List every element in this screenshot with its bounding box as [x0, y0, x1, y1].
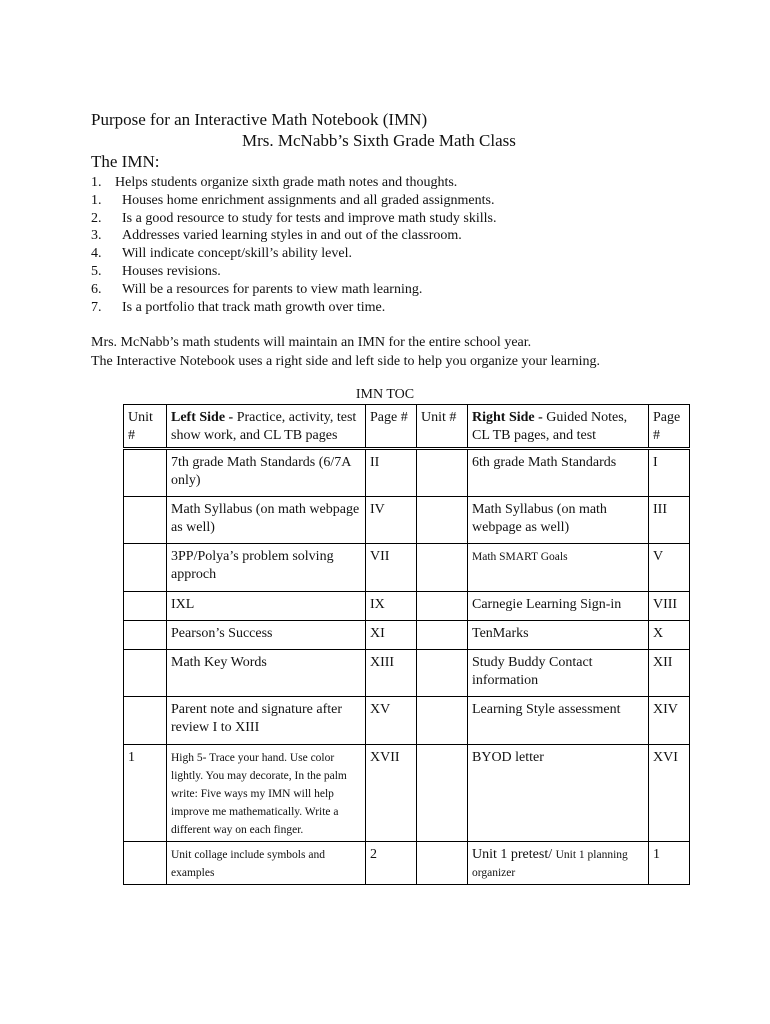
list-text: Addresses varied learning styles in and out of the classroom. — [122, 228, 462, 244]
page-left-cell: XV — [366, 697, 417, 745]
right-entry-small: Unit 1 planning organizer — [472, 849, 628, 879]
paragraph-line-2: The Interactive Notebook uses a right side and left side to help you organize your learning. — [91, 354, 601, 369]
unit-left-cell — [124, 592, 167, 621]
list-text: Houses home enrichment assignments and all graded assignments. — [122, 192, 495, 208]
right-entry-cell — [468, 842, 649, 885]
unit-left-cell — [124, 697, 167, 745]
page-right-cell: XVI — [649, 745, 690, 842]
unit-right-cell — [417, 842, 468, 885]
unit-right-cell — [417, 497, 468, 544]
header-page-left: Page # — [366, 405, 417, 449]
table-row — [124, 544, 690, 592]
list-number: 3. — [91, 228, 102, 244]
toc-title: IMN TOC — [355, 387, 415, 402]
list-item — [91, 263, 496, 281]
left-entry-cell: 7th grade Math Standards (6/7A only) — [167, 449, 366, 497]
list-text: Is a good resource to study for tests and improve math study skills. — [122, 210, 497, 226]
page-right-cell: 1 — [649, 842, 690, 885]
page-right-cell: X — [649, 621, 690, 650]
unit-left-cell — [124, 544, 167, 592]
intro-paragraph — [91, 333, 600, 371]
header-left-side — [167, 405, 366, 449]
left-entry-cell: Unit collage include symbols and examples — [167, 842, 366, 885]
unit-left-cell: 1 — [124, 745, 167, 842]
list-number: 1. — [91, 192, 102, 208]
unit-left-cell — [124, 621, 167, 650]
list-text: Is a portfolio that track math growth over time. — [122, 299, 386, 315]
list-number: 4. — [91, 246, 102, 262]
unit-right-cell — [417, 621, 468, 650]
header-right-rest: Guided Notes, CL TB pages, and test — [472, 410, 628, 443]
list-text: Helps students organize sixth grade math notes and thoughts. — [115, 175, 458, 190]
list-item — [91, 227, 496, 245]
page-left-cell: 2 — [366, 842, 417, 885]
table-header-row — [124, 405, 690, 449]
right-entry-cell: Carnegie Learning Sign-in — [468, 592, 649, 621]
page-right-cell: XIV — [649, 697, 690, 745]
right-entry-cell: Math SMART Goals — [468, 544, 649, 592]
header-left-bold: Left Side - — [171, 410, 237, 425]
left-entry-cell: Math Syllabus (on math webpage as well) — [167, 497, 366, 544]
table-row — [124, 650, 690, 697]
unit-right-cell — [417, 449, 468, 497]
table-row — [124, 497, 690, 544]
header-left-rest: Practice, activity, test show work, and CL TB pages — [171, 410, 357, 443]
header-right-bold: Right Side - — [472, 410, 547, 425]
section-heading: The IMN: — [91, 152, 160, 171]
left-entry-cell: 3PP/Polya’s problem solving approch — [167, 544, 366, 592]
page-right-cell: XII — [649, 650, 690, 697]
unit-left-cell — [124, 842, 167, 885]
class-subtitle: Mrs. McNabb’s Sixth Grade Math Class — [242, 131, 516, 150]
header-right-side — [468, 405, 649, 449]
right-entry-cell: BYOD letter — [468, 745, 649, 842]
page-left-cell: XIII — [366, 650, 417, 697]
right-entry-main: Unit 1 pretest/ — [472, 847, 556, 862]
table-row — [124, 745, 690, 842]
right-entry-cell: Learning Style assessment — [468, 697, 649, 745]
table-row — [124, 842, 690, 885]
page-left-cell: XVII — [366, 745, 417, 842]
list-item — [91, 210, 496, 228]
list-item — [91, 299, 496, 317]
list-item — [91, 245, 496, 263]
page-right-cell: I — [649, 449, 690, 497]
list-number: 1. — [91, 175, 102, 190]
list-number: 7. — [91, 299, 102, 315]
table-row — [124, 449, 690, 497]
list-number: 2. — [91, 210, 102, 226]
right-entry-cell: Math Syllabus (on math webpage as well) — [468, 497, 649, 544]
unit-right-cell — [417, 592, 468, 621]
table-row — [124, 621, 690, 650]
page-right-cell: III — [649, 497, 690, 544]
unit-right-cell — [417, 650, 468, 697]
table-row — [124, 697, 690, 745]
right-entry-cell: Study Buddy Contact information — [468, 650, 649, 697]
list-item — [91, 281, 496, 299]
list-text: Houses revisions. — [122, 263, 221, 279]
list-text: Will indicate concept/skill’s ability level. — [122, 246, 352, 262]
header-page-right: Page # — [649, 405, 690, 449]
left-entry-cell: Parent note and signature after review I to XIII — [167, 697, 366, 745]
header-unit-left: Unit # — [124, 405, 167, 449]
page-right-cell: VIII — [649, 592, 690, 621]
left-entry-cell: Math Key Words — [167, 650, 366, 697]
page-left-cell: XI — [366, 621, 417, 650]
table-row — [124, 592, 690, 621]
right-entry-cell: 6th grade Math Standards — [468, 449, 649, 497]
purpose-list — [91, 174, 496, 316]
page-left-cell: II — [366, 449, 417, 497]
paragraph-line-1: Mrs. McNabb’s math students will maintain an IMN for the entire school year. — [91, 335, 532, 350]
list-number: 5. — [91, 263, 102, 279]
unit-right-cell — [417, 697, 468, 745]
page-left-cell: IX — [366, 592, 417, 621]
right-entry-cell: TenMarks — [468, 621, 649, 650]
unit-right-cell — [417, 745, 468, 842]
left-entry-cell: High 5- Trace your hand. Use color lightly. You may decorate, In the palm write: Five ways my IMN will help improve me mathematically. Write a different way on each finger. — [167, 745, 366, 842]
list-number: 6. — [91, 281, 102, 297]
left-entry-cell: IXL — [167, 592, 366, 621]
document-title: Purpose for an Interactive Math Notebook (IMN) — [91, 110, 428, 129]
left-entry-cell: Pearson’s Success — [167, 621, 366, 650]
unit-right-cell — [417, 544, 468, 592]
unit-left-cell — [124, 449, 167, 497]
list-text: Will be a resources for parents to view math learning. — [122, 281, 423, 297]
unit-left-cell — [124, 650, 167, 697]
list-item — [91, 174, 496, 192]
page-right-cell: V — [649, 544, 690, 592]
header-unit-right: Unit # — [417, 405, 468, 449]
unit-left-cell — [124, 497, 167, 544]
toc-table — [123, 404, 690, 885]
page-left-cell: VII — [366, 544, 417, 592]
page-left-cell: IV — [366, 497, 417, 544]
list-item — [91, 192, 496, 210]
